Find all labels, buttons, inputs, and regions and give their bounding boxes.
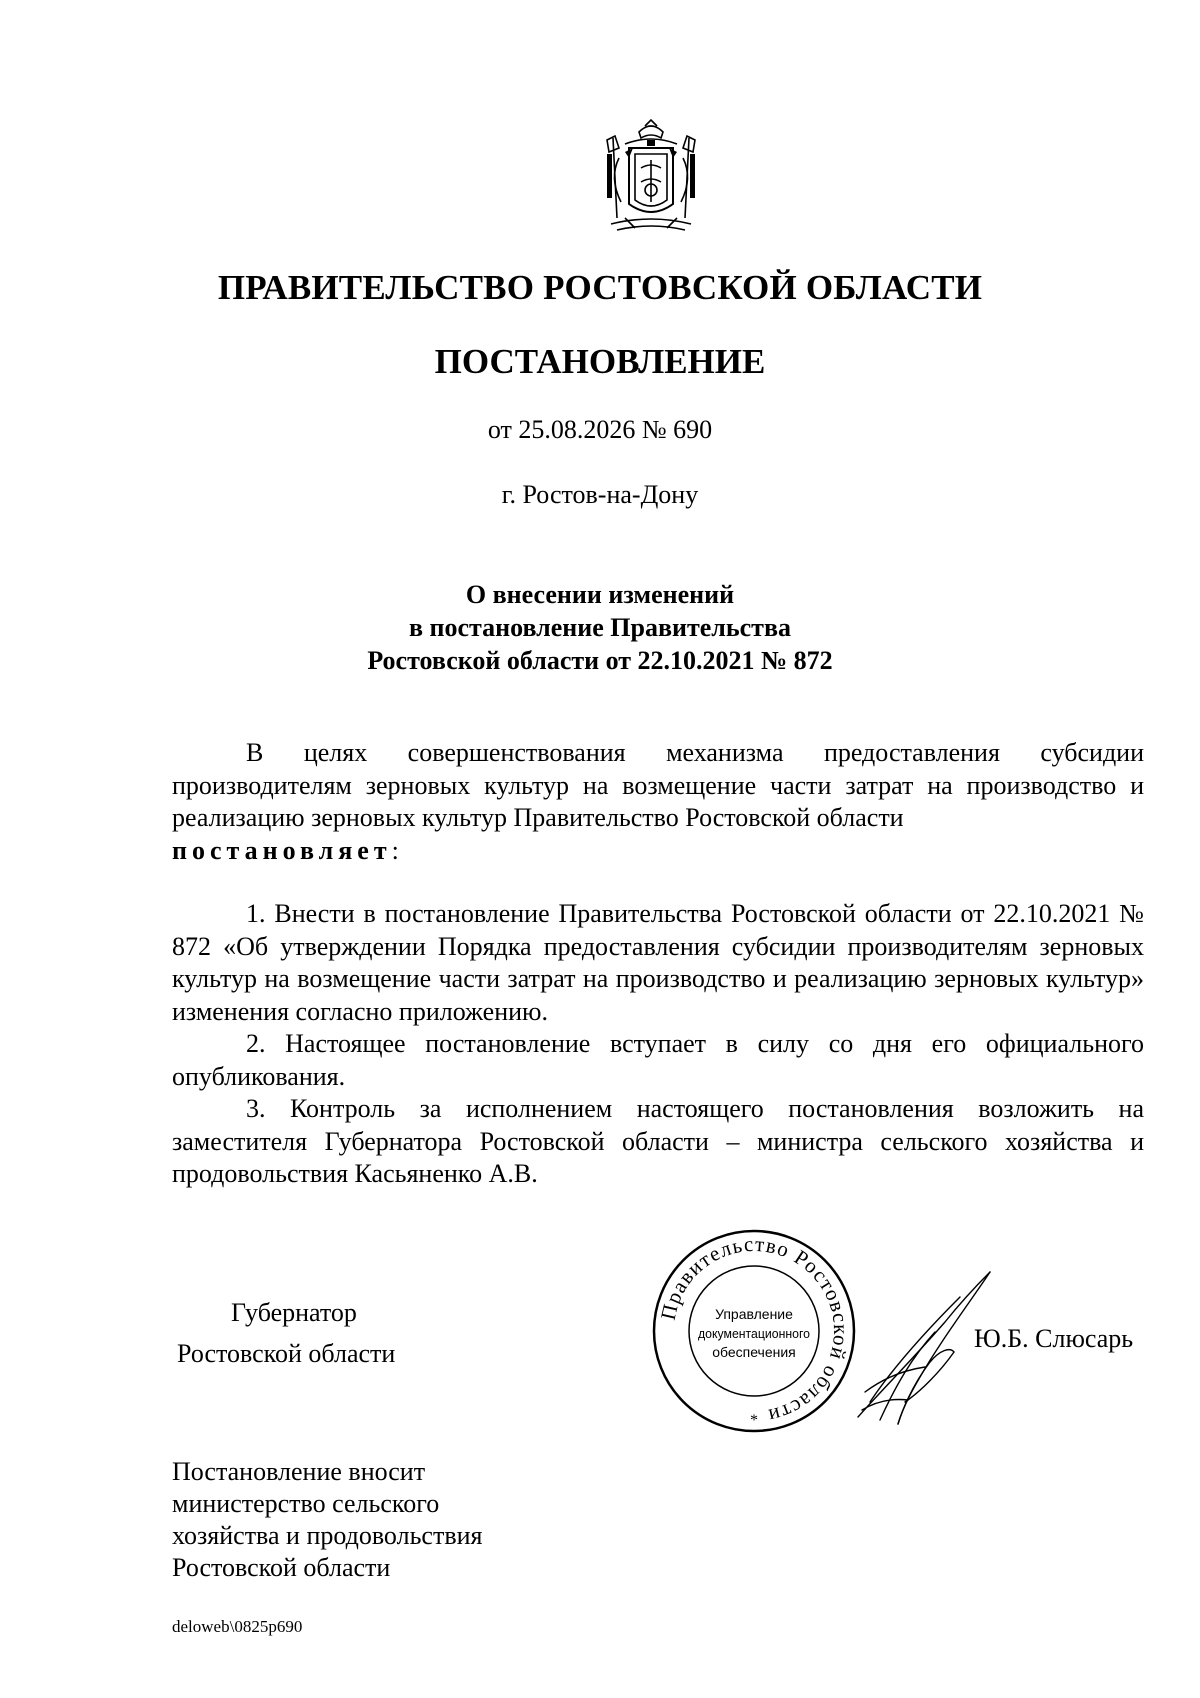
preamble	[172, 737, 1144, 867]
document-city: г. Ростов-на-Дону	[501, 480, 699, 509]
decree-item: 1. Внести в постановление Правительства Ростовской области от 22.10.2021 № 872 «Об утверждении Порядка предоставления субсидии производителям зерновых культур на возмещение части затрат на производство и реализацию зерновых культур» изменения согласно приложению.	[172, 899, 1144, 1026]
stamp-inner-line: Управление	[715, 1306, 793, 1322]
submitter-block	[172, 1456, 482, 1584]
submitter-line: Ростовской области	[172, 1553, 391, 1582]
signatory-position-line: Ростовской области	[177, 1339, 396, 1368]
stamp-inner-line: документационного	[698, 1326, 810, 1341]
coat-of-arms-emblem	[595, 118, 707, 240]
signatory-position	[177, 1292, 395, 1374]
document-type-title: ПОСТАНОВЛЕНИЕ	[434, 342, 766, 381]
subject-line: в постановление Правительства	[408, 613, 791, 642]
subject-line: О внесении изменений	[465, 580, 735, 609]
document-date-number: от 25.08.2026 № 690	[487, 415, 713, 444]
preamble-paragraph	[172, 737, 1144, 867]
decree-colon: :	[391, 835, 399, 865]
document-footer-code: deloweb\0825p690	[172, 1617, 303, 1636]
submitter-line: хозяйства и продовольствия	[172, 1521, 483, 1550]
stamp-inner-line: обеспечения	[712, 1344, 796, 1360]
document-subject	[0, 578, 1200, 677]
subject-line: Ростовской области от 22.10.2021 № 872	[367, 646, 833, 675]
decree-items	[172, 898, 1144, 1191]
signatory-position-line: Губернатор	[231, 1298, 357, 1327]
decree-word: постановляет	[172, 835, 392, 865]
decree-item: 3. Контроль за исполнением настоящего постановления возложить на заместителя Губернатора Ростовской области – министра сельского хозяйства и продовольствия Касьяненко А.В.	[172, 1094, 1144, 1188]
stamp-ring-text: Правительство Ростовской области	[655, 1231, 854, 1429]
preamble-text: В целях совершенствования механизма предоставления субсидии производителям зерновых культур на возмещение части затрат на производство и реализацию зерновых культур Правительство Ростовской области	[172, 738, 1144, 832]
government-title: ПРАВИТЕЛЬСТВО РОСТОВСКОЙ ОБЛАСТИ	[217, 268, 983, 307]
submitter-line: министерство сельского	[172, 1489, 440, 1518]
stamp-star: *	[750, 1412, 758, 1429]
official-stamp	[648, 1225, 860, 1437]
submitter-line: Постановление вносит	[172, 1457, 426, 1486]
decree-item: 2. Настоящее постановление вступает в силу со дня его официального опубликования.	[172, 1029, 1144, 1091]
signer-name: Ю.Б. Слюсарь	[974, 1324, 1134, 1353]
